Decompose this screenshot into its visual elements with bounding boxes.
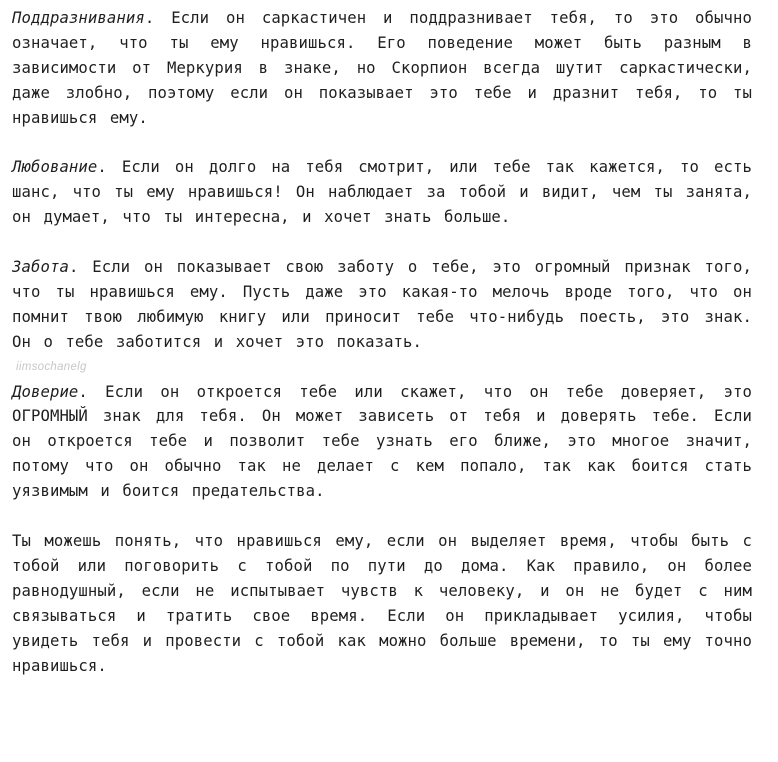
paragraph-term: Доверие: [12, 382, 79, 401]
paragraph-term: Любование: [12, 158, 98, 177]
paragraph-text: . Если он откроется тебе или скажет, что он тебе доверяет, это ОГРОМНЫЙ знак для тебя. Он может зависеть от тебя и доверять тебе. Если он откроется тебе и позволит тебе узнать его ближе, это многое значит, потому что он обычно так не делает с кем попало, так как боится стать уязвимым и боится предательства.: [12, 382, 752, 501]
paragraph-text: Ты можешь понять, что нравишься ему, если он выделяет время, чтобы быть с тобой или поговорить с тобой по пути до дома. Как правило, он более равнодушный, если не испытывает чувств к человеку, и он не будет с ним связываться и тратить свое время. Если он прикладывает усилия, чтобы увидеть тебя и провести с тобой как можно больше времени, то ты ему точно нравишься.: [12, 531, 752, 675]
paragraph-trust: [12, 380, 752, 505]
article-body: [12, 6, 752, 678]
paragraph-term: Поддразнивания: [12, 9, 145, 27]
paragraph-term: Забота: [12, 258, 69, 277]
paragraph-text: . Если он саркастичен и поддразнивает тебя, то это обычно означает, что ты ему нравишься. Его поведение может быть разным в зависимости от Меркурия в знаке, но Скорпион всегда шутит саркастически, даже злобно, поэтому если он показывает это тебе и дразнит тебя, то ты нравишься ему.: [12, 9, 752, 127]
paragraph-admiring: [12, 155, 752, 230]
paragraph-text: . Если он показывает свою заботу о тебе, это огромный признак того, что ты нравишься ему. Пусть даже это какая-то мелочь вроде того, что он помнит твою любимую книгу или приносит тебе что-нибудь поесть, это знак. Он о тебе заботится и хочет это показать.: [12, 258, 752, 351]
paragraph-conclusion: [12, 529, 752, 678]
paragraph-text: . Если он долго на тебя смотрит, или тебе так кажется, то есть шанс, что ты ему нравишься! Он наблюдает за тобой и видит, чем ты занята, он думает, что ты интересна, и хочет знать больше.: [12, 158, 752, 227]
paragraph-teasing: [12, 6, 752, 131]
watermark: iimsochanelg: [16, 360, 87, 373]
paragraph-care: [12, 255, 752, 355]
